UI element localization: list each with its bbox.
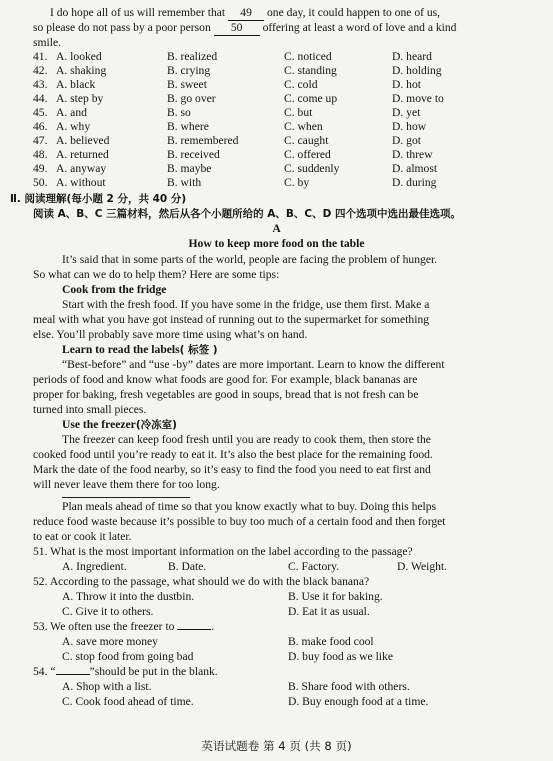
- subheading-freezer-text: Use the freezer: [62, 418, 136, 431]
- question-52-stem: 52. According to the passage, what should we do with the black banana?: [33, 575, 370, 588]
- paragraph-line: Mark the date of the food nearby, so it’s easy to find the food you need to eat first and: [33, 463, 431, 476]
- paragraph-line: will never leave them there for too long.: [33, 478, 220, 491]
- subheading-labels: [62, 343, 218, 357]
- option-d: D. move to: [392, 92, 444, 105]
- option-d: D. yet: [392, 106, 421, 119]
- page-footer: 英语试题卷 第 4 页 (共 8 页): [201, 739, 352, 753]
- option-b: B. with: [167, 176, 202, 189]
- subheading-cook: Cook from the fridge: [62, 283, 167, 296]
- option-a: A. returned: [56, 148, 109, 161]
- option-a: A. why: [56, 120, 91, 133]
- intro-text: offering at least a word of love and a kind: [262, 21, 457, 34]
- paragraph-line: Plan meals ahead of time so that you know exactly what to buy. Doing this helps: [62, 500, 437, 513]
- passage-letter: A: [272, 222, 281, 235]
- blank-49: 49: [228, 6, 264, 21]
- intro-text: one day, it could happen to one of us,: [266, 6, 441, 19]
- paragraph-line: to eat or cook it later.: [33, 530, 132, 543]
- question-number: 41.: [33, 50, 48, 63]
- option-a: A. black: [56, 78, 96, 91]
- q53-option-d: D. buy food as we like: [288, 650, 393, 663]
- passage-title: How to keep more food on the table: [188, 237, 365, 250]
- question-number: 46.: [33, 120, 48, 133]
- option-b: B. maybe: [167, 162, 212, 175]
- option-b: B. sweet: [167, 78, 207, 91]
- option-c: C. by: [284, 176, 310, 189]
- paragraph-line: So what can we do to help them? Here are some tips:: [33, 268, 280, 281]
- intro-line-3: smile.: [33, 36, 62, 49]
- intro-text: I do hope all of us will remember that: [50, 6, 226, 19]
- option-c: C. noticed: [284, 50, 332, 63]
- option-c: C. come up: [284, 92, 338, 105]
- option-d: D. during: [392, 176, 437, 189]
- q53-stem-text: 53. We often use the freezer to: [33, 620, 175, 633]
- subheading-freezer-cn: (冷冻室): [135, 419, 177, 431]
- question-number: 42.: [33, 64, 48, 77]
- q54-option-b: B. Share food with others.: [288, 680, 410, 693]
- q52-option-b: B. Use it for baking.: [288, 590, 383, 603]
- option-b: B. realized: [167, 50, 218, 63]
- question-number: 48.: [33, 148, 48, 161]
- option-c: C. but: [284, 106, 313, 119]
- option-a: A. anyway: [56, 162, 107, 175]
- option-d: D. how: [392, 120, 427, 133]
- subheading-labels-text: Learn to read the labels: [62, 343, 180, 356]
- question-number: 44.: [33, 92, 48, 105]
- option-c: C. standing: [284, 64, 337, 77]
- option-c: C. suddenly: [284, 162, 340, 175]
- question-53-stem: 53. We often use the freezer to .: [33, 620, 215, 633]
- question-54-stem: [33, 665, 218, 679]
- paragraph-line: It’s said that in some parts of the world, people are facing the problem of hunger.: [62, 253, 438, 266]
- option-b: B. go over: [167, 92, 216, 105]
- paragraph-line: “Best-before” and “use -by” dates are more important. Learn to know the different: [62, 358, 445, 371]
- q52-option-a: A. Throw it into the dustbin.: [62, 590, 195, 603]
- option-c: C. caught: [284, 134, 329, 147]
- question-51-stem: 51. What is the most important information on the label according to the passage?: [33, 545, 413, 558]
- q54-stem-b: ”should be put in the blank.: [89, 665, 218, 678]
- question-number: 47.: [33, 134, 48, 147]
- section-heading: Ⅱ. 阅读理解(每小题 2 分，共 40 分): [10, 193, 187, 205]
- option-d: D. holding: [392, 64, 442, 77]
- subheading-labels-cn: ( 标签 ): [179, 344, 218, 356]
- paragraph-line: periods of food and know what foods are good for. For example, black bananas are: [33, 373, 418, 386]
- option-a: A. and: [56, 106, 87, 119]
- paragraph-line: meal with what you have got instead of running out to the supermarket for something: [33, 313, 430, 326]
- option-d: D. hot: [392, 78, 421, 91]
- q53-answer-blank: [177, 629, 211, 630]
- paragraph-line: Start with the fresh food. If you have some in the fridge, use them first. Make a: [62, 298, 430, 311]
- option-a: A. without: [56, 176, 106, 189]
- option-a: A. shaking: [56, 64, 107, 77]
- section-instruction: 阅读 A、B、C 三篇材料，然后从各个小题所给的 A、B、C、D 四个选项中选出最佳选项。: [33, 208, 462, 220]
- q51-option-b: B. Date.: [168, 560, 207, 573]
- option-a: A. believed: [56, 134, 110, 147]
- option-d: D. heard: [392, 50, 432, 63]
- q52-option-c: C. Give it to others.: [62, 605, 154, 618]
- subheading-freezer: [62, 418, 177, 432]
- option-b: B. crying: [167, 64, 211, 77]
- paragraph-line: else. You’ll probably save more time using what’s on hand.: [33, 328, 308, 341]
- paragraph-line: cooked food until you’re ready to eat it. It’s also the best place for the remaining food.: [33, 448, 433, 461]
- q54-option-d: D. Buy enough food at a time.: [288, 695, 429, 708]
- q54-option-a: A. Shop with a list.: [62, 680, 152, 693]
- option-a: A. looked: [56, 50, 102, 63]
- q54-option-c: C. Cook food ahead of time.: [62, 695, 194, 708]
- option-c: C. offered: [284, 148, 331, 161]
- q51-option-a: A. Ingredient.: [62, 560, 127, 573]
- q54-stem-a: 54. “: [33, 665, 56, 678]
- blank-50: 50: [214, 21, 260, 36]
- heading-blank-line: [62, 497, 190, 498]
- option-a: A. step by: [56, 92, 104, 105]
- paragraph-line: The freezer can keep food fresh until you are ready to cook them, then store the: [62, 433, 431, 446]
- option-b: B. remembered: [167, 134, 239, 147]
- q51-option-d: D. Weight.: [397, 560, 448, 573]
- paragraph-line: reduce food waste because it’s possible to buy too much of a certain food and then forget: [33, 515, 446, 528]
- intro-text: so please do not pass by a poor person: [33, 21, 211, 34]
- q53-option-b: B. make food cool: [288, 635, 374, 648]
- question-number: 50.: [33, 176, 48, 189]
- question-number: 49.: [33, 162, 48, 175]
- option-d: D. almost: [392, 162, 438, 175]
- q51-option-c: C. Factory.: [288, 560, 340, 573]
- option-b: B. so: [167, 106, 191, 119]
- paragraph-line: proper for baking, fresh vegetables are good in soups, bread that is not fresh can be: [33, 388, 419, 401]
- paragraph-line: turned into small pieces.: [33, 403, 147, 416]
- question-number: 43.: [33, 78, 48, 91]
- option-b: B. where: [167, 120, 209, 133]
- option-c: C. cold: [284, 78, 318, 91]
- option-c: C. when: [284, 120, 323, 133]
- option-d: D. threw: [392, 148, 433, 161]
- intro-line-1: [50, 6, 440, 21]
- option-b: B. received: [167, 148, 220, 161]
- option-d: D. got: [392, 134, 421, 147]
- q54-answer-blank: [56, 674, 90, 675]
- intro-line-2: [33, 21, 456, 36]
- q53-option-c: C. stop food from going bad: [62, 650, 194, 663]
- q53-option-a: A. save more money: [62, 635, 158, 648]
- q52-option-d: D. Eat it as usual.: [288, 605, 370, 618]
- question-number: 45.: [33, 106, 48, 119]
